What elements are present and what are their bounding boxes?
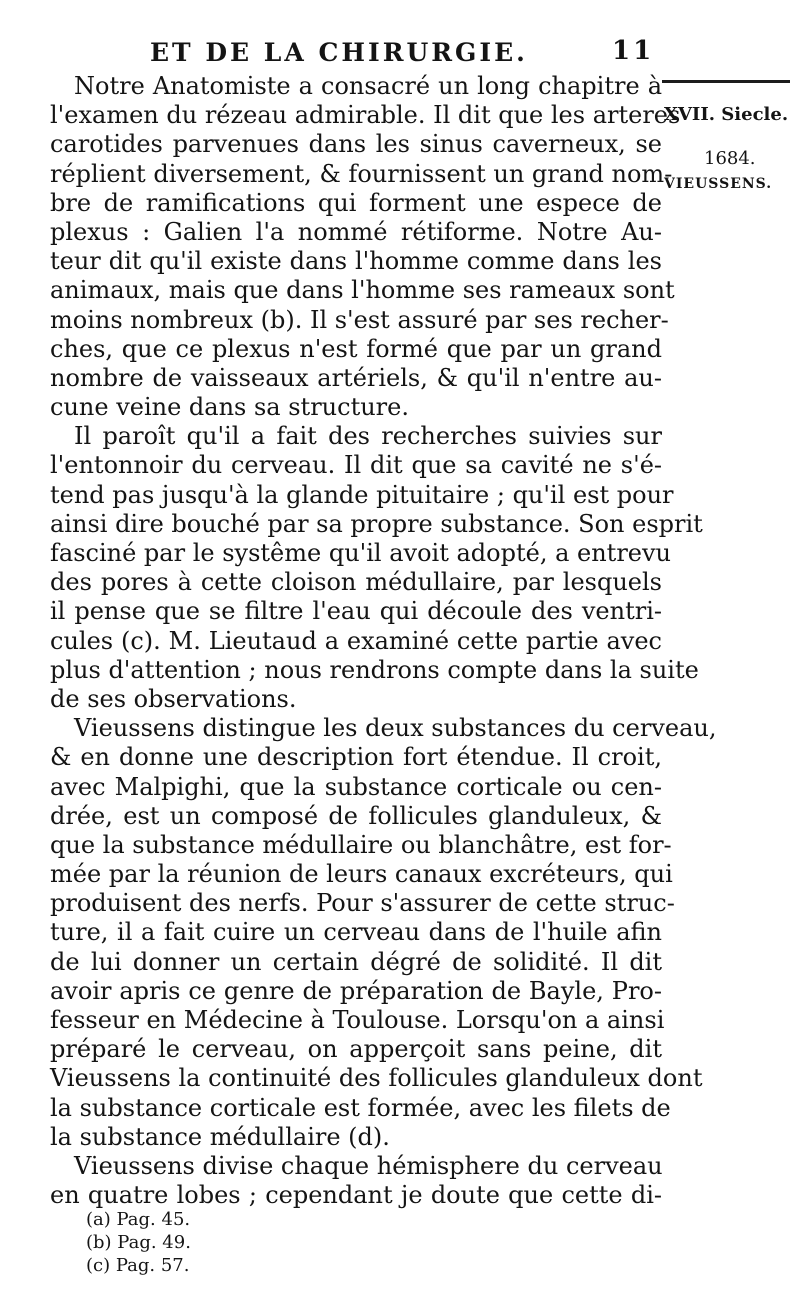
text-line: avoir apris ce genre de préparation de Bayle, Pro- (50, 976, 662, 1005)
margin-rule (662, 80, 790, 83)
body-text (50, 72, 717, 1210)
margin-year: 1684. (704, 148, 756, 169)
text-line: ches, que ce plexus n'est formé que par un grand (50, 334, 662, 363)
text-line: que la substance médullaire ou blanchâtre, est for- (50, 830, 672, 859)
text-line: réplient diversement, & fournissent un grand nom- (50, 159, 673, 188)
page-number: 11 (612, 36, 655, 66)
footnote: (c) Pag. 57. (86, 1255, 190, 1276)
margin-century: XVII. Siecle. (664, 104, 789, 125)
text-line: Notre Anatomiste a consacré un long chapitre à (74, 72, 662, 100)
text-line: des pores à cette cloison médullaire, par lesquels (50, 568, 662, 597)
text-line: ainsi dire bouché par sa propre substance. Son esprit (50, 509, 703, 538)
text-line: la substance médullaire (d). (50, 1122, 390, 1151)
text-line: mée par la réunion de leurs canaux excréteurs, qui (50, 860, 673, 889)
text-line: tend pas jusqu'à la glande pituitaire ; qu'il est pour (50, 480, 674, 509)
text-line: carotides parvenues dans les sinus caverneux, se (50, 130, 662, 159)
text-line: cune veine dans sa structure. (50, 393, 409, 422)
margin-author-name: VIEUSSENS. (664, 176, 773, 192)
text-line: Vieussens divise chaque hémisphere du cerveau (74, 1151, 663, 1180)
text-line: de ses observations. (50, 684, 297, 713)
footnote: (a) Pag. 45. (86, 1209, 191, 1230)
footnote: (b) Pag. 49. (86, 1232, 191, 1253)
text-line: & en donne une description fort étendue. Il croit, (50, 743, 662, 772)
text-line: drée, est un composé de follicules glanduleux, & (50, 801, 662, 830)
running-header (150, 36, 655, 68)
text-line: moins nombreux (b). Il s'est assuré par ses recher- (50, 305, 669, 334)
text-line: cules (c). M. Lieutaud a examiné cette partie avec (50, 626, 662, 655)
text-line: en quatre lobes ; cependant je doute que cette di- (50, 1181, 662, 1210)
text-line: avec Malpighi, que la substance corticale ou cen- (50, 772, 662, 801)
text-line: ture, il a fait cuire un cerveau dans de l'huile afin (50, 918, 662, 947)
text-line: Il paroît qu'il a fait des recherches suivies sur (74, 422, 662, 451)
text-line: la substance corticale est formée, avec les filets de (50, 1093, 671, 1122)
text-line: l'entonnoir du cerveau. Il dit que sa cavité ne s'é- (50, 451, 662, 480)
text-line: Vieussens distingue les deux substances du cerveau, (74, 714, 717, 743)
text-line: bre de ramifications qui forment une espece de (50, 188, 662, 217)
text-line: animaux, mais que dans l'homme ses rameaux sont (50, 276, 675, 305)
text-line: l'examen du rézeau admirable. Il dit que les arteres (50, 101, 681, 130)
text-line: préparé le cerveau, on apperçoit sans peine, dit (50, 1035, 662, 1064)
text-line: nombre de vaisseaux artériels, & qu'il n'entre au- (50, 363, 662, 392)
footnotes (86, 1208, 191, 1277)
text-line: fasciné par le systême qu'il avoit adopté, a entrevu (50, 539, 672, 567)
running-title: ET DE LA CHIRURGIE. (150, 38, 528, 67)
text-line: teur dit qu'il existe dans l'homme comme dans les (50, 247, 662, 276)
text-line: fesseur en Médecine à Toulouse. Lorsqu'on a ainsi (50, 1006, 665, 1034)
text-line: plexus : Galien l'a nommé rétiforme. Notre Au- (50, 217, 662, 246)
text-line: plus d'attention ; nous rendrons compte dans la suite (50, 655, 699, 684)
text-line: de lui donner un certain dégré de solidité. Il dit (50, 947, 662, 976)
text-line: il pense que se filtre l'eau qui découle des ventri- (50, 597, 662, 626)
text-line: produisent des nerfs. Pour s'assurer de cette struc- (50, 889, 675, 918)
text-line: Vieussens la continuité des follicules glanduleux dont (50, 1064, 703, 1093)
